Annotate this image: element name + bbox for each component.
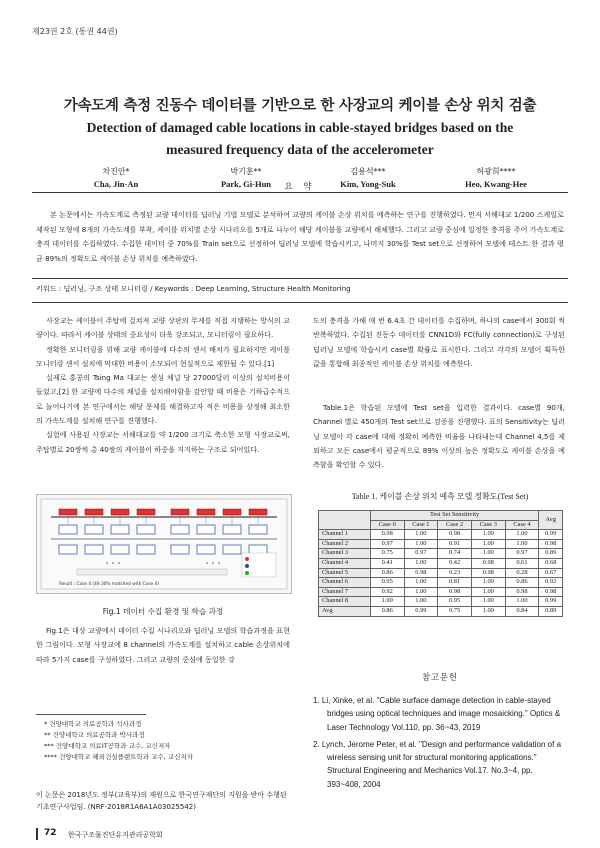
table-row: [319, 597, 563, 607]
table-cell: 1.00: [404, 578, 438, 588]
table-cell: 0.42: [438, 558, 472, 568]
table-avg-cell: 0.99: [539, 530, 563, 540]
table-avg-cell: 0.92: [539, 578, 563, 588]
figure-1-diagram: [37, 495, 291, 593]
references-heading: 참고문헌: [421, 672, 459, 682]
body-left-bottom: [36, 624, 290, 667]
funding-note: 이 논문은 2018년도 정부(교육부)의 재원으로 한국연구재단의 지원을 받아 수행된 기초연구사업임. (NRF-2018R1A6A1A03025542): [36, 791, 287, 811]
table-avg-cell: 0.89: [539, 606, 563, 616]
table-cell: 0.97: [370, 539, 404, 549]
author-4-en: Heo, Kwang-Hee: [465, 179, 527, 189]
figure-1-caption: Fig.1 데이터 수집 환경 및 학습 과정: [102, 607, 224, 616]
reference-item: 1. Li, Xinke, et al. "Cable surface damage detection in cable-stayed bridges using optical techniques and image mosaicking." Optics & Laser Technology Vol.110, pp. 36~43, 2019: [313, 696, 561, 732]
table-cell: 0.91: [438, 539, 472, 549]
table-cell: 1.00: [471, 597, 505, 607]
table-row-label: Channel 4: [319, 558, 371, 568]
table-cell: 0.86: [370, 568, 404, 578]
table-row: [319, 530, 563, 540]
table-cell: 1.00: [471, 539, 505, 549]
table-cell: 1.00: [505, 539, 539, 549]
author-2-en: Park, Gi-Hun: [220, 179, 272, 189]
table-cell: 0.98: [471, 568, 505, 578]
table-column-header: Case 4: [505, 520, 539, 530]
table-cell: 0.98: [438, 530, 472, 540]
table-cell: 1.00: [404, 597, 438, 607]
footnote: **** 건양대학교 해외건설플랜트학과 교수, 교신저자: [44, 753, 193, 761]
table-row-label: Channel 1: [319, 530, 371, 540]
table-group-header: Test Set Sensitivity: [370, 511, 539, 521]
paragraph: 도의 충격을 가해 매 번 6.4초 간 데이터를 수집하며, 하나의 case에서 300회 씩 반복하였다. 수집된 진동수 데이터를 CNN1D와 FC(fully connection)로 구성된 딥러닝 모델에 학습시켜 case별 확률로 표시한다. 그리고 각각의 모델이 획득한 값을 통합해 최종적인 케이블 손상 위치를 예측한다.: [313, 316, 565, 368]
table-cell: 1.00: [404, 587, 438, 597]
table-row-label: Channel 7: [319, 587, 371, 597]
author-1-ko: 차진안*: [102, 167, 130, 176]
table-cell: 0.75: [438, 606, 472, 616]
table-row: [319, 558, 563, 568]
title-english-line-2: measured frequency data of the accelerometer: [166, 142, 434, 157]
author-3-en: Kim, Yong-Suk: [340, 179, 396, 189]
table-avg-cell: 0.98: [539, 539, 563, 549]
table-cell: 0.97: [404, 549, 438, 559]
table-avg-cell: 0.98: [539, 587, 563, 597]
table-row-label: Channel 8: [319, 597, 371, 607]
table-corner: [319, 511, 371, 530]
table-cell: 1.00: [505, 530, 539, 540]
table-cell: 0.41: [370, 558, 404, 568]
table-cell: 0.97: [505, 549, 539, 559]
footer-bar: [36, 828, 38, 840]
paragraph: Fig.1은 대상 교량에서 데이터 수집 시나리오와 딥러닝 모델의 학습과정을 표현한 그림이다. 모형 사장교에 8 channel의 가속도계를 설치하고 cable 손상위치에 따라 5가지 case를 구성하였다. 그리고 교량의 중심에 동일한 강: [36, 626, 290, 664]
table-cell: 1.00: [404, 558, 438, 568]
author-2-ko: 박기훈**: [230, 167, 262, 176]
table-cell: 0.86: [370, 606, 404, 616]
table-cell: 1.00: [505, 597, 539, 607]
abstract-heading: 요 약: [284, 182, 316, 192]
table-row-label: Avg: [319, 606, 371, 616]
table-cell: 0.95: [438, 597, 472, 607]
issue-label: 제23권 2호 (통권 44권): [32, 27, 118, 36]
table-row-label: Channel 5: [319, 568, 371, 578]
table-cell: 1.00: [471, 578, 505, 588]
table-cell: 0.98: [438, 587, 472, 597]
footnote: * 건양대학교 의료공학과 석사과정: [44, 720, 142, 728]
table-avg-cell: 0.99: [539, 597, 563, 607]
abstract-text: 본 논문에서는 가속도계로 측정된 교량 데이터를 딥러닝 기법 모델로 분석하여 교량의 케이블 손상 위치를 예측하는 연구를 진행하였다. 먼저 서해대교 1/200 스케일로 제작된 모형에 8개의 가속도계를 부착, 케이블 위치별 손상 시나리오를 5개로 나누어 해당 케이블을 교량에서 해체했다. 그리고 교량 중심에 일정한 충격을 주어 가속도계로 충격 데이터를 수집하였다. 수집한 데이터 중 70%를 Train set으로 선정하여 딥러닝 모델에 학습시키고, 나머지 30%를 Test set으로 선정하여 모델에 테스트 한 결과 평균 89%의 정확도로 케이블 손상 위치를 예측하였다.: [36, 210, 564, 263]
table-cell: 1.00: [370, 597, 404, 607]
table-cell: 0.81: [438, 578, 472, 588]
paragraph: 실제로 홍콩의 Tsing Ma 대교는 센싱 채널 당 27000달러 이상의 설치비용이 들었고,[2] 한 교량에 다수의 채널을 설치해야함을 감안할 때 비용은 기하급수적으로 늘어나기에 본 연구에서는 해당 문제를 해결하고자 적은 비용을 상정해 최소한의 가속도계를 설치해 연구를 진행했다.: [36, 373, 290, 426]
table-cell: 0.98: [370, 530, 404, 540]
table-cell: 0.86: [505, 578, 539, 588]
paragraph: 실험에 사용된 사장교는 서해대교를 약 1/200 크기로 축소한 모형 사장교로써, 주탑별로 20쌍씩 총 40쌍의 케이블이 하중을 지지하는 구조로 되어있다.: [36, 430, 290, 454]
table-cell: 0.98: [404, 568, 438, 578]
body-right-mid: [313, 401, 565, 472]
table-cell: 0.61: [505, 558, 539, 568]
figure-result-text: Result : Case 4 (49.30% matched with Case 4): [59, 582, 159, 587]
table-row-label: Channel 3: [319, 549, 371, 559]
table-row-label: Channel 2: [319, 539, 371, 549]
table-cell: 0.75: [370, 549, 404, 559]
table-cell: 1.00: [471, 587, 505, 597]
body-left-column: [36, 314, 290, 457]
journal-name: 한국구조물진단유지관리공학회: [68, 831, 163, 839]
table-avg-cell: 0.89: [539, 549, 563, 559]
table-column-header: Case 2: [438, 520, 472, 530]
table-cell: 0.98: [505, 587, 539, 597]
table-column-header: Case 0: [370, 520, 404, 530]
title-english: [40, 117, 560, 161]
table-row-label: Channel 6: [319, 578, 371, 588]
table-cell: 0.99: [404, 606, 438, 616]
figure-1: [36, 494, 292, 594]
table-avg-cell: 0.67: [539, 568, 563, 578]
table-cell: 1.00: [471, 530, 505, 540]
table-cell: 1.00: [471, 606, 505, 616]
table-avg-cell: 0.68: [539, 558, 563, 568]
table-cell: 1.00: [404, 539, 438, 549]
table-row: [319, 568, 563, 578]
footnote: *** 건양대학교 의료IT공학과 교수, 교신저자: [44, 742, 171, 750]
table-column-header: Case 1: [404, 520, 438, 530]
table-cell: 0.92: [370, 587, 404, 597]
table-row: [319, 549, 563, 559]
table-row: [319, 587, 563, 597]
table-avg-header: Avg: [539, 511, 563, 530]
paragraph: Table.1은 학습된 모델에 Test set을 입력한 결과이다. case별 90개, Channel 별로 450개의 Test set으로 검증을 진행했다. 표의 Sensitivity는 딥러닝 모델이 각 case에 대해 정확히 예측한 비율을 나타내는데 Channel 4,5를 제외하고 모든 case에서 평균적으로 89% 이상의 높은 정확도로 케이블 손상을 예측함을 확인할 수 있다.: [313, 403, 565, 470]
table-column-header: Case 3: [471, 520, 505, 530]
author-4-ko: 허광희****: [476, 167, 516, 176]
page-number: 72: [44, 828, 57, 838]
table-row: [319, 539, 563, 549]
table-cell: 0.28: [505, 568, 539, 578]
results-table: [318, 510, 563, 617]
abstract-top-rule: [32, 192, 568, 193]
footnotes: [44, 719, 288, 763]
title-korean: 가속도계 측정 진동수 데이터를 기반으로 한 사장교의 케이블 손상 위치 검출: [63, 98, 537, 114]
abstract-bottom-rule: [32, 278, 568, 279]
table-cell: 1.00: [471, 549, 505, 559]
title-english-line-1: Detection of damaged cable locations in cable-stayed bridges based on the: [86, 120, 514, 135]
references-list: [313, 694, 565, 795]
table-1-caption: Table 1. 케이블 손상 위치 예측 모델 정확도(Test Set): [351, 492, 529, 501]
table-cell: 0.84: [505, 606, 539, 616]
table-cell: 0.95: [370, 578, 404, 588]
table-cell: 0.74: [438, 549, 472, 559]
keywords-rule: [32, 302, 568, 303]
table-row: [319, 578, 563, 588]
footnote: ** 건양대학교 의료공학과 박사과정: [44, 731, 145, 739]
table-cell: 0.98: [471, 558, 505, 568]
paragraph: 정확한 모니터링을 위해 교량 케이블에 다수의 센서 배치가 필요하지만 케이블 모니터링 센서 설치에 막대한 비용이 소모되어 현실적으로 제한될 수 있다.[1]: [36, 344, 290, 368]
table-row: [319, 606, 563, 616]
keywords: 키워드 : 딥러닝, 구조 상태 모니터링 / Keywords : Deep Learning, Structure Health Monitoring: [36, 284, 351, 293]
author-3-ko: 김용석***: [350, 167, 386, 176]
author-1-en: Cha, Jin-An: [93, 179, 139, 189]
reference-item: 2. Lynch, Jerome Peter, et al. "Design and performance validation of a wireless sensing unit for structural monitoring applications." Structural Engineering and Mechanics Vol.17. No.3~4, pp. 393~408, 2004: [313, 739, 562, 789]
table-cell: 1.00: [404, 530, 438, 540]
body-right-top: [313, 314, 565, 371]
footnote-rule: [36, 714, 146, 715]
table-cell: 0.23: [438, 568, 472, 578]
paragraph: 사장교는 케이블이 주탑에 걸쳐져 교량 상판의 무게를 직접 지탱하는 방식의 교량이다. 따라서 케이블 상태의 중요성이 더욱 강조되고, 모니터링이 필요하다.: [36, 316, 290, 340]
